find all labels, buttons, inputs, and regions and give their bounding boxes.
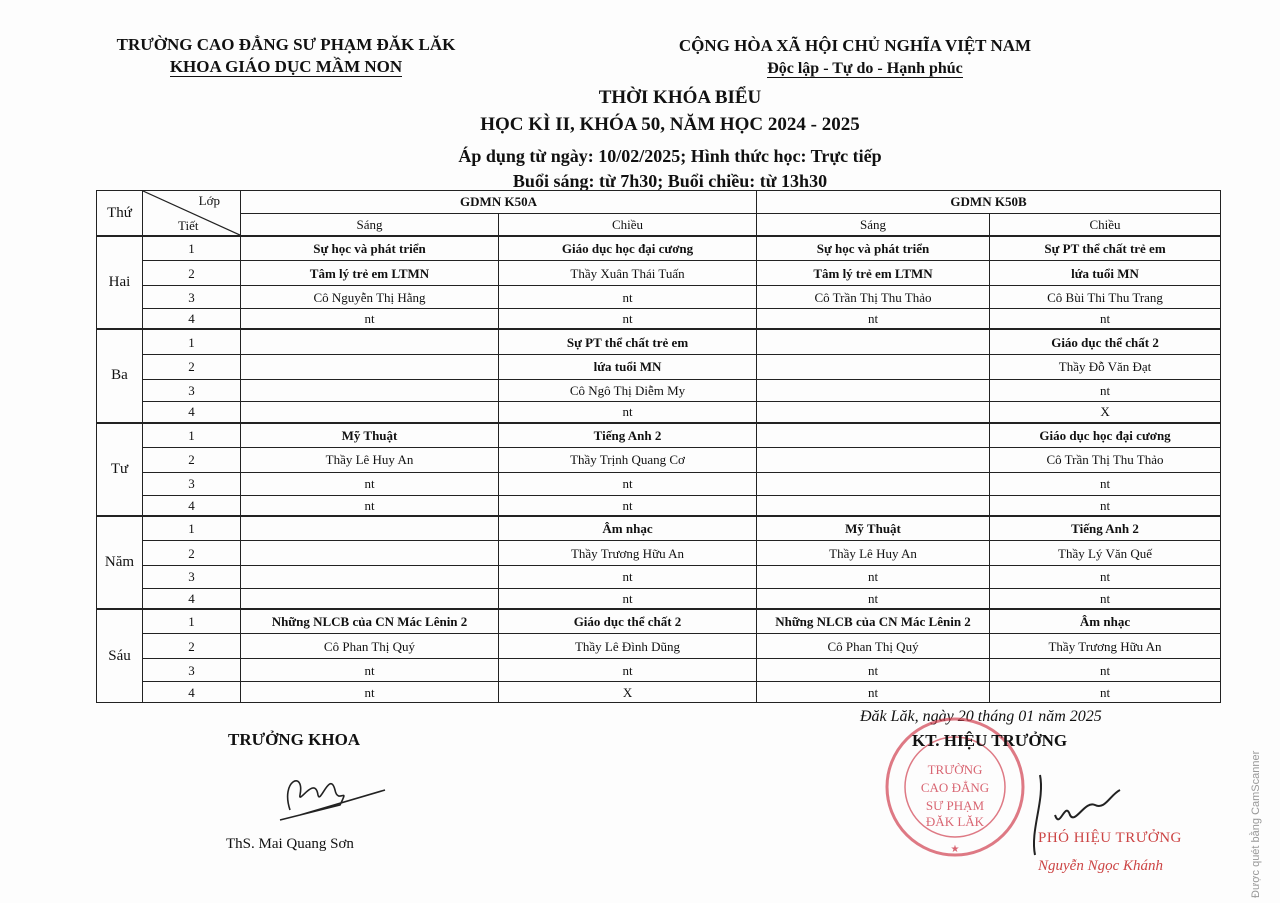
schedule-row <box>97 516 1221 541</box>
day-cell: Năm <box>97 516 143 609</box>
period-cell: 1 <box>143 236 241 261</box>
schedule-row <box>97 379 1221 402</box>
schedule-row <box>97 354 1221 379</box>
group-header-k50b: GDMN K50B <box>757 191 1221 214</box>
cell-k50b-morning: nt <box>757 588 990 609</box>
vice-rector-title: PHÓ HIỆU TRƯỞNG <box>1038 830 1182 846</box>
day-cell: Sáu <box>97 609 143 702</box>
cell-k50a-morning <box>241 402 499 423</box>
cell-k50b-afternoon: Sự PT thể chất trẻ em <box>990 236 1221 261</box>
cell-k50a-morning <box>241 541 499 566</box>
document-subtitle: HỌC KÌ II, KHÓA 50, NĂM HỌC 2024 - 2025 <box>480 114 860 135</box>
period-cell: 3 <box>143 659 241 682</box>
cell-k50a-morning: nt <box>241 659 499 682</box>
schedule-row <box>97 682 1221 703</box>
cell-k50a-afternoon: nt <box>499 309 757 330</box>
vice-rector-name: Nguyễn Ngọc Khánh <box>1038 858 1163 874</box>
schedule-row <box>97 309 1221 330</box>
cell-k50b-morning: Cô Phan Thị Quý <box>757 634 990 659</box>
period-cell: 3 <box>143 472 241 495</box>
schedule-row <box>97 609 1221 634</box>
cell-k50a-morning: nt <box>241 682 499 703</box>
cell-k50a-afternoon: nt <box>499 472 757 495</box>
cell-k50b-afternoon: lứa tuổi MN <box>990 261 1221 286</box>
day-header: Thứ <box>97 191 143 237</box>
group-header-k50a: GDMN K50A <box>241 191 757 214</box>
cell-k50b-afternoon: nt <box>990 682 1221 703</box>
cell-k50a-morning: Cô Nguyễn Thị Hằng <box>241 286 499 309</box>
cell-k50b-morning: Mỹ Thuật <box>757 516 990 541</box>
period-cell: 3 <box>143 566 241 589</box>
period-cell: 2 <box>143 541 241 566</box>
period-cell: 1 <box>143 329 241 354</box>
cell-k50b-afternoon: Thầy Đỗ Văn Đạt <box>990 354 1221 379</box>
period-cell: 3 <box>143 379 241 402</box>
rector-title: KT. HIỆU TRƯỞNG <box>912 731 1068 750</box>
cell-k50a-afternoon: nt <box>499 495 757 516</box>
cell-k50a-morning: Những NLCB của CN Mác Lênin 2 <box>241 609 499 634</box>
cell-k50b-morning <box>757 423 990 448</box>
period-cell: 3 <box>143 286 241 309</box>
cell-k50a-morning <box>241 379 499 402</box>
cell-k50b-afternoon: nt <box>990 472 1221 495</box>
cell-k50a-afternoon: Sự PT thể chất trẻ em <box>499 329 757 354</box>
cell-k50a-morning: nt <box>241 495 499 516</box>
dean-title: TRƯỞNG KHOA <box>228 730 361 749</box>
cell-k50a-afternoon: lứa tuổi MN <box>499 354 757 379</box>
day-cell: Ba <box>97 329 143 422</box>
cell-k50a-morning: Mỹ Thuật <box>241 423 499 448</box>
period-cell: 4 <box>143 309 241 330</box>
scanner-watermark: Được quét bằng CamScanner <box>1250 750 1262 898</box>
cell-k50a-afternoon: Thầy Lê Đình Dũng <box>499 634 757 659</box>
document-title: THỜI KHÓA BIỂU <box>598 87 762 108</box>
schedule-row <box>97 634 1221 659</box>
cell-k50b-afternoon: nt <box>990 588 1221 609</box>
cell-k50b-morning <box>757 379 990 402</box>
schedule-row <box>97 261 1221 286</box>
cell-k50a-morning: Tâm lý trẻ em LTMN <box>241 261 499 286</box>
cell-k50b-afternoon: X <box>990 402 1221 423</box>
period-cell: 4 <box>143 682 241 703</box>
cell-k50b-morning <box>757 472 990 495</box>
cell-k50b-afternoon: nt <box>990 379 1221 402</box>
session-header: Sáng <box>757 213 990 236</box>
cell-k50a-afternoon: nt <box>499 659 757 682</box>
cell-k50b-morning: nt <box>757 566 990 589</box>
schedule-row <box>97 402 1221 423</box>
cell-k50a-morning <box>241 329 499 354</box>
cell-k50b-afternoon: Giáo dục thể chất 2 <box>990 329 1221 354</box>
cell-k50b-morning <box>757 354 990 379</box>
cell-k50b-afternoon: nt <box>990 495 1221 516</box>
day-cell: Hai <box>97 236 143 329</box>
cell-k50a-morning <box>241 516 499 541</box>
cell-k50b-morning <box>757 447 990 472</box>
cell-k50a-morning: nt <box>241 472 499 495</box>
cell-k50a-morning: nt <box>241 309 499 330</box>
class-period-header <box>143 191 241 237</box>
session-time: Buổi sáng: từ 7h30; Buổi chiều: từ 13h30 <box>512 171 828 191</box>
cell-k50b-morning: nt <box>757 659 990 682</box>
period-cell: 2 <box>143 634 241 659</box>
period-cell: 2 <box>143 354 241 379</box>
cell-k50a-afternoon: Giáo dục thể chất 2 <box>499 609 757 634</box>
cell-k50b-afternoon: Âm nhạc <box>990 609 1221 634</box>
cell-k50a-afternoon: Âm nhạc <box>499 516 757 541</box>
cell-k50b-morning: nt <box>757 309 990 330</box>
cell-k50a-afternoon: X <box>499 682 757 703</box>
cell-k50b-afternoon: Thầy Lý Văn Quế <box>990 541 1221 566</box>
cell-k50b-morning <box>757 495 990 516</box>
cell-k50a-morning: Thầy Lê Huy An <box>241 447 499 472</box>
group-header-row <box>97 191 1221 214</box>
dean-name: ThS. Mai Quang Sơn <box>226 836 354 852</box>
cell-k50b-afternoon: nt <box>990 566 1221 589</box>
cell-k50a-afternoon: nt <box>499 402 757 423</box>
schedule-row <box>97 659 1221 682</box>
svg-text:ĐĂK LĂK: ĐĂK LĂK <box>925 814 985 829</box>
period-cell: 2 <box>143 447 241 472</box>
session-header: Sáng <box>241 213 499 236</box>
cell-k50b-morning: Những NLCB của CN Mác Lênin 2 <box>757 609 990 634</box>
country-name: CỘNG HÒA XÃ HỘI CHỦ NGHĨA VIỆT NAM <box>678 36 1032 55</box>
period-cell: 1 <box>143 516 241 541</box>
cell-k50a-morning: Sự học và phát triển <box>241 236 499 261</box>
cell-k50b-morning <box>757 402 990 423</box>
period-cell: 4 <box>143 402 241 423</box>
schedule-row <box>97 541 1221 566</box>
schedule-row <box>97 566 1221 589</box>
svg-text:CAO ĐẲNG: CAO ĐẲNG <box>920 780 990 795</box>
class-header: Lớp <box>198 193 220 208</box>
cell-k50b-afternoon: nt <box>990 309 1221 330</box>
schedule-table <box>96 190 1221 703</box>
cell-k50b-afternoon: nt <box>990 659 1221 682</box>
cell-k50a-afternoon: Thầy Trương Hữu An <box>499 541 757 566</box>
cell-k50a-afternoon: Thầy Trịnh Quang Cơ <box>499 447 757 472</box>
session-header: Chiều <box>990 213 1221 236</box>
cell-k50a-afternoon: nt <box>499 588 757 609</box>
cell-k50b-morning <box>757 329 990 354</box>
period-header: Tiết <box>178 218 199 234</box>
cell-k50b-morning: Tâm lý trẻ em LTMN <box>757 261 990 286</box>
schedule-row <box>97 447 1221 472</box>
cell-k50a-morning: Cô Phan Thị Quý <box>241 634 499 659</box>
cell-k50a-morning <box>241 354 499 379</box>
svg-text:SƯ PHẠM: SƯ PHẠM <box>925 798 985 813</box>
place-date: Đăk Lăk, ngày 20 tháng 01 năm 2025 <box>860 708 1102 725</box>
school-name: TRƯỜNG CAO ĐẲNG SƯ PHẠM ĐĂK LĂK <box>116 35 456 54</box>
session-header: Chiều <box>499 213 757 236</box>
cell-k50a-morning <box>241 566 499 589</box>
faculty-name-text: KHOA GIÁO DỤC MẦM NON <box>169 57 403 76</box>
cell-k50b-afternoon: Cô Trần Thị Thu Thảo <box>990 447 1221 472</box>
apply-info: Áp dụng từ ngày: 10/02/2025; Hình thức học: Trực tiếp <box>458 146 882 166</box>
cell-k50a-afternoon: nt <box>499 286 757 309</box>
national-motto-text: Độc lập - Tự do - Hạnh phúc <box>767 60 963 77</box>
cell-k50b-morning: Cô Trần Thị Thu Thảo <box>757 286 990 309</box>
period-cell: 2 <box>143 261 241 286</box>
cell-k50a-morning <box>241 588 499 609</box>
schedule-row <box>97 286 1221 309</box>
svg-text:★: ★ <box>950 844 960 855</box>
period-cell: 1 <box>143 423 241 448</box>
cell-k50a-afternoon: Thầy Xuân Thái Tuấn <box>499 261 757 286</box>
cell-k50b-afternoon: Thầy Trương Hữu An <box>990 634 1221 659</box>
cell-k50b-morning: nt <box>757 682 990 703</box>
session-header-row <box>97 213 1221 236</box>
period-cell: 4 <box>143 588 241 609</box>
national-motto <box>740 60 990 78</box>
cell-k50b-morning: Sự học và phát triển <box>757 236 990 261</box>
schedule-row <box>97 236 1221 261</box>
cell-k50a-afternoon: Cô Ngô Thị Diễm My <box>499 379 757 402</box>
schedule-row <box>97 495 1221 516</box>
period-cell: 1 <box>143 609 241 634</box>
cell-k50a-afternoon: Giáo dục học đại cương <box>499 236 757 261</box>
cell-k50a-afternoon: nt <box>499 566 757 589</box>
schedule-row <box>97 423 1221 448</box>
faculty-name <box>96 57 476 77</box>
day-cell: Tư <box>97 423 143 516</box>
schedule-row <box>97 588 1221 609</box>
period-cell: 4 <box>143 495 241 516</box>
cell-k50b-afternoon: Giáo dục học đại cương <box>990 423 1221 448</box>
cell-k50b-afternoon: Tiếng Anh 2 <box>990 516 1221 541</box>
svg-text:TRƯỜNG: TRƯỜNG <box>927 762 983 777</box>
cell-k50b-afternoon: Cô Bùi Thi Thu Trang <box>990 286 1221 309</box>
cell-k50b-morning: Thầy Lê Huy An <box>757 541 990 566</box>
schedule-row <box>97 329 1221 354</box>
dean-signature <box>260 760 390 830</box>
schedule-row <box>97 472 1221 495</box>
cell-k50a-afternoon: Tiếng Anh 2 <box>499 423 757 448</box>
schedule-body <box>97 191 1221 703</box>
